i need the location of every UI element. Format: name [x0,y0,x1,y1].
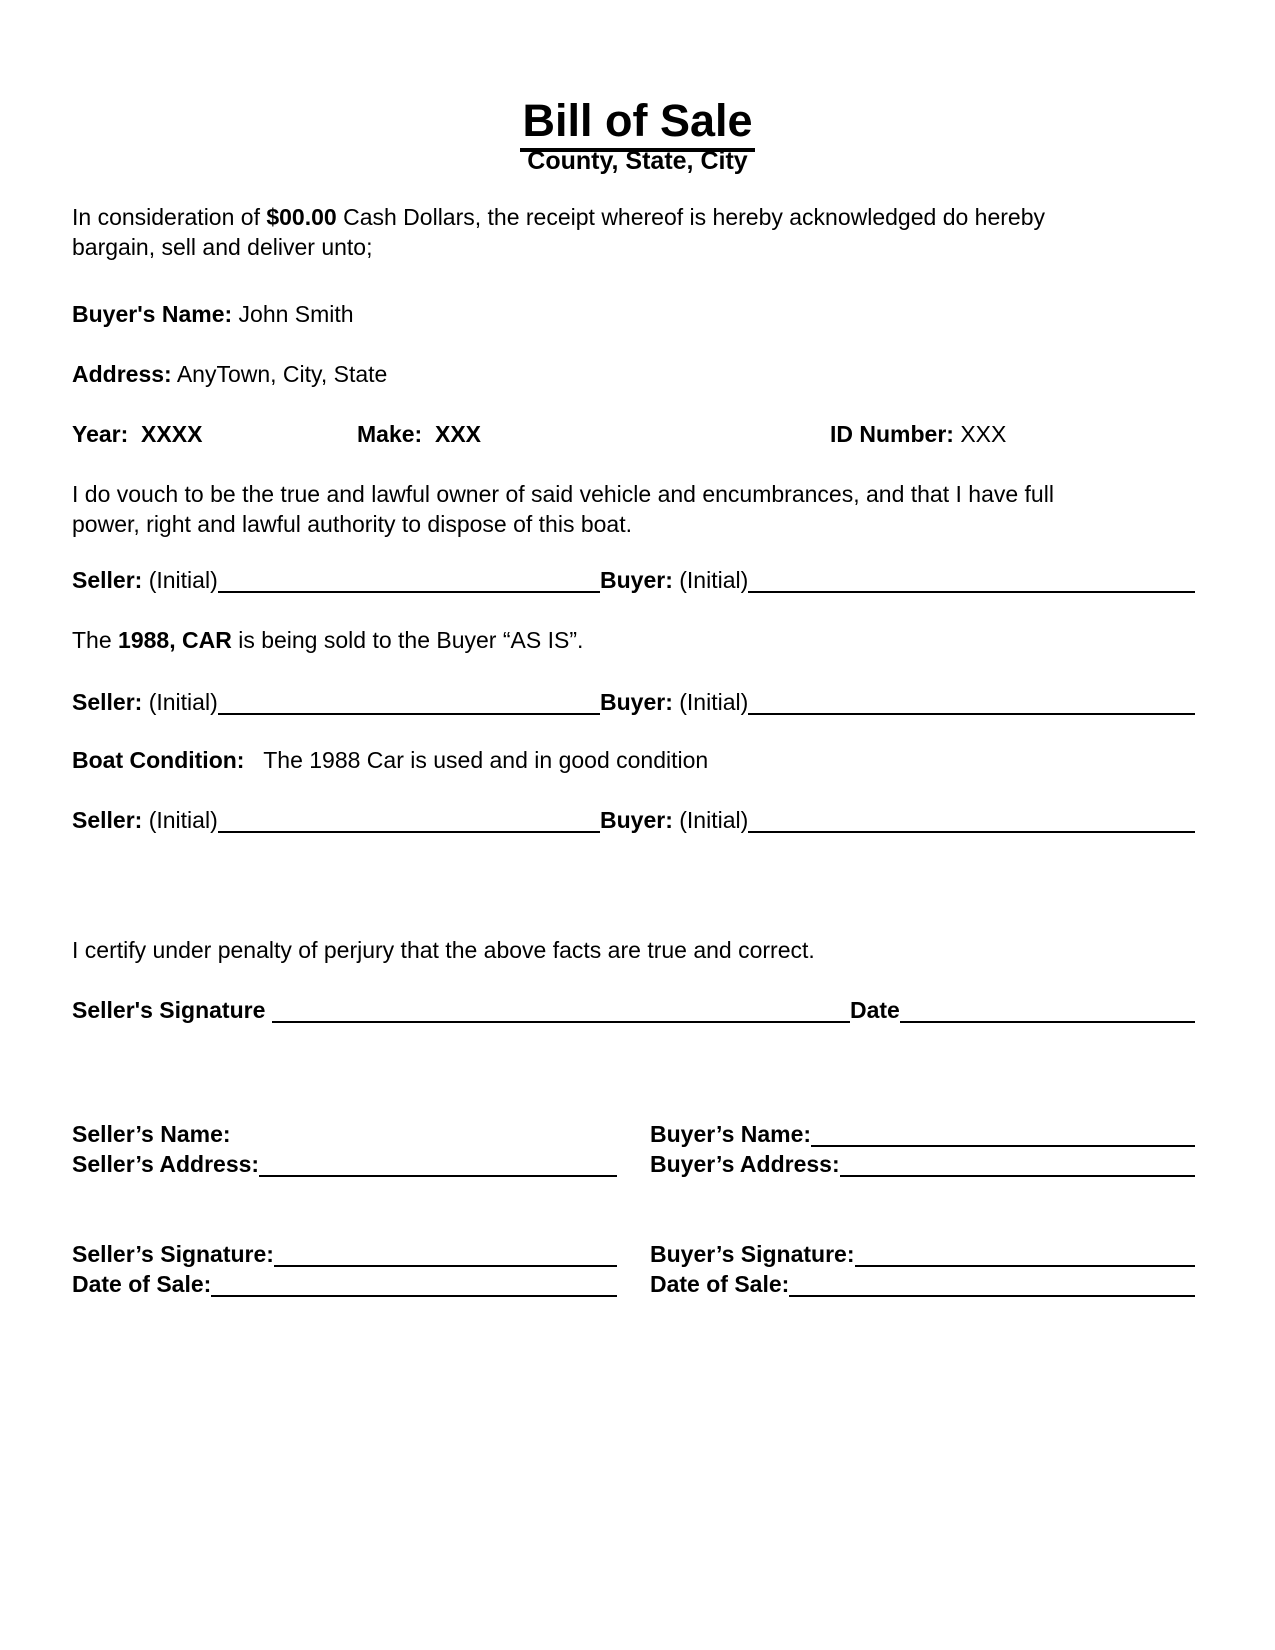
vehicle-info-row [72,419,1195,449]
seller-address-label: Seller’s Address: [72,1151,260,1177]
page-title-wrap [0,95,1275,152]
seller-signature-label: Seller's Signature [72,997,272,1023]
seller-signature-2-label: Seller’s Signature: [72,1241,274,1267]
seller-initial-blank [218,565,600,593]
buyer-name-line: Buyer's Name: John Smith [72,301,354,327]
buyer-name-label: Buyer’s Name: [650,1121,812,1147]
intro-paragraph [72,202,1195,262]
perjury-statement: I certify under penalty of perjury that the above facts are true and correct. [72,937,815,963]
seller-signature-2-blank [274,1239,617,1267]
intro-line-2: bargain, sell and deliver unto; [72,234,373,260]
buyer-initial-label: Buyer: (Initial) [600,567,749,593]
seller-address-blank [259,1149,617,1177]
buyer-initial-blank [748,687,1195,715]
ownership-line-1: I do vouch to be the true and lawful owner of said vehicle and encumbrances, and that I have full [72,481,1054,507]
intro-line-1: In consideration of $00.00 Cash Dollars, the receipt whereof is hereby acknowledged do hereby [72,204,1045,230]
addresses-row [72,1149,1195,1179]
buyer-initial-label: Buyer: (Initial) [600,807,749,833]
date-label: Date [850,997,900,1023]
make-field: Make: XXX [357,421,481,447]
dates-of-sale-row [72,1269,1195,1299]
page-subtitle: County, State, City [527,147,748,175]
buyer-signature-label: Buyer’s Signature: [650,1241,855,1267]
seller-signature-row [72,995,1195,1025]
initial-row-1 [72,565,1195,595]
seller-date-of-sale-blank [211,1269,617,1297]
year-field: Year: XXXX [72,421,203,447]
signatures-row [72,1239,1195,1269]
ownership-paragraph [72,479,1195,539]
names-row [72,1119,1195,1149]
seller-initial-blank [218,805,600,833]
initial-row-3 [72,805,1195,835]
buyer-initial-blank [748,565,1195,593]
boat-condition-line: Boat Condition: The 1988 Car is used and in good condition [72,747,709,773]
ownership-line-2: power, right and lawful authority to dispose of this boat. [72,511,632,537]
as-is-clause: The 1988, CAR is being sold to the Buyer “AS IS”. [72,627,584,653]
buyer-initial-blank [748,805,1195,833]
buyer-date-of-sale-blank [789,1269,1195,1297]
buyer-name-blank [811,1119,1195,1147]
buyer-address-blank [840,1149,1195,1177]
buyer-address-label: Buyer’s Address: [650,1151,840,1177]
seller-signature-blank [272,995,850,1023]
buyer-initial-label: Buyer: (Initial) [600,689,749,715]
seller-initial-blank [218,687,600,715]
seller-initial-label: Seller: (Initial) [72,567,218,593]
seller-initial-label: Seller: (Initial) [72,807,218,833]
page-title: Bill of Sale [520,95,754,152]
seller-name-label: Seller’s Name: [72,1121,231,1147]
seller-date-of-sale-label: Date of Sale: [72,1271,212,1297]
buyer-signature-blank [855,1239,1196,1267]
buyer-date-of-sale-label: Date of Sale: [650,1271,790,1297]
id-number-field: ID Number: XXX [830,421,1007,447]
date-blank [900,995,1195,1023]
initial-row-2 [72,687,1195,717]
address-line: Address: AnyTown, City, State [72,361,388,387]
seller-initial-label: Seller: (Initial) [72,689,218,715]
